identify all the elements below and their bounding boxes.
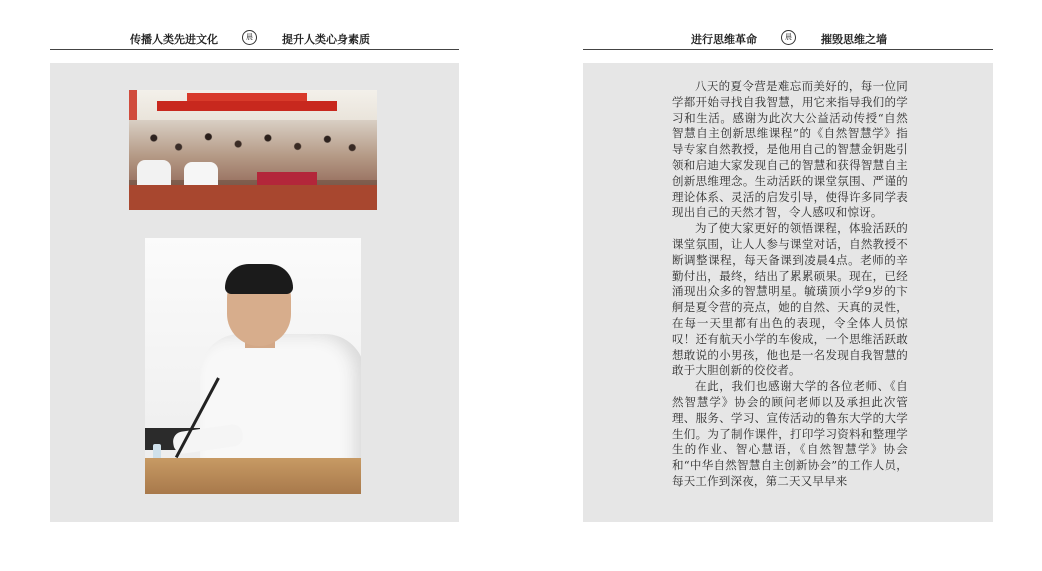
article-body [672, 79, 908, 490]
left-header-slogan-2: 提升人类心身素质 [282, 33, 370, 46]
paragraph-3: 在此，我们也感谢大学的各位老师、《自然智慧学》协会的顾问老师以及承担此次管理、服务、学习、宣传活动的鲁东大学的大学生们。为了制作课件，打印学习资料和整理学生的作业、智心慧语，《自然智慧学》协会和“中华自然智慧自主创新协会”的工作人员，每天工作到深夜，第二天又早早来 [672, 379, 908, 488]
speaker-hair [225, 264, 293, 294]
left-header-rule [50, 49, 459, 50]
front-desk [129, 185, 377, 210]
classroom-banner-main [157, 101, 337, 111]
right-header-slogan-1: 进行思维革命 [691, 33, 757, 46]
right-header-rule [583, 49, 993, 50]
podium [145, 458, 361, 494]
left-header-slogan-1: 传播人类先进文化 [130, 33, 218, 46]
classroom-banner-top [187, 93, 307, 101]
left-header-seal-icon: 晨 [242, 30, 257, 45]
student-figure [137, 160, 171, 188]
right-header-slogan-2: 摧毁思维之墙 [821, 33, 887, 46]
right-header-seal-icon: 晨 [781, 30, 796, 45]
paragraph-2: 为了使大家更好的领悟课程，体验活跃的课堂氛围，让人人参与课堂对话，自然教授不断调整课程，每天备课到凌晨4点。老师的辛勤付出，最终，结出了累累硕果。现在，已经涌现出众多的智慧明星。毓璜顶小学9岁的卞舸是夏令营的亮点，她的自然、天真的灵性，在每一天里都有出色的表现，令全体人员惊叹！还有航天小学的车俊成，一个思维活跃敢想敢说的小男孩，他也是一名发现自我智慧的敢于大胆创新的佼佼者。 [672, 221, 908, 378]
speaker-white-shirt [200, 334, 361, 474]
speaker-photo [145, 238, 361, 494]
classroom-side-banner [129, 90, 137, 120]
paragraph-1: 八天的夏令营是难忘而美好的，每一位同学都开始寻找自我智慧，用它来指导我们的学习和生活。感谢为此次大公益活动传授“自然智慧自主创新思维课程”的《自然智慧学》指导专家自然教授，是他用自己的智慧金钥匙引领和启迪大家发现自己的智慧和获得智慧自主创新思维理念。生动活跃的课堂氛围、严谨的理论体系、灵活的启发引导，使得许多同学表现出自己的天然才智，令人感叹和惊讶。 [672, 79, 908, 220]
right-page-header [583, 28, 993, 48]
left-page-header [50, 28, 459, 48]
classroom-photo [129, 90, 377, 210]
